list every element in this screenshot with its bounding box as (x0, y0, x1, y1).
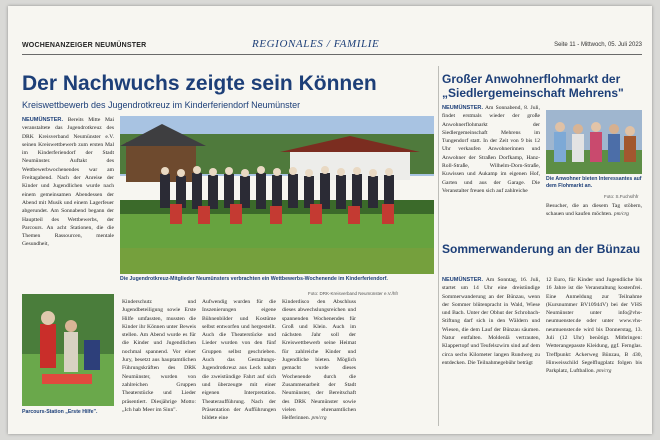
main-dateline: NEUMÜNSTER. (22, 117, 64, 123)
main-column-4-text: Kinderdisco den Abschluss dieses abwechslungsreichen und spannenden Wochenendes für Groß und Klein. Auch im nächsten Jahr soll der Kreiswettbewerb seine Heimat für zahlreiche Kinder und Jugendliche bieten. Möglich gemacht wurde dieses Wochenende durch die Zusammenarbeit der Stadt Neumünster, der Bereitschaft des DRK Neumünster sowie vielen ehrenamtlichen Helferinnen. (282, 299, 356, 422)
group-photo (120, 116, 434, 274)
main-article-column-2: Kinderschutz und Jugendbeteiligung sowie Erste Hilfe umfassten, mussten die Kinder ihr Können unter Beweis stellen. Am Abend wurde es für die Kinder und Jugendlichen nochmal spannend. Vor einer Jury, besetzt aus hauptamtlichen Führungskräften des DRK Neumünster, wurden von zahlreichen Gruppen Theaterstücke und Lieder präsentiert. Diesjährige Motto: „Ich hab Meer im Sinn". (122, 299, 196, 413)
wanderung-dateline: NEUMÜNSTER. (442, 277, 484, 283)
flohmarkt-article-text-2 (546, 202, 642, 236)
group-photo-credit: Foto: DRK-Kreisverband Neumünster e.V./hfr (308, 291, 399, 296)
publication-name: WOCHENANZEIGER NEUMÜNSTER (22, 42, 147, 49)
main-article-signature: pm/crg (311, 415, 327, 422)
wanderung-signature: pm/crg (596, 368, 612, 375)
flohmarkt-text-2: Besucher, die an diesem Tag stöbern, schauen und kaufen möchten. (546, 203, 642, 218)
flohmarkt-photo (546, 110, 642, 174)
parcours-photo (22, 294, 114, 406)
wanderung-headline: Sommerwanderung an der Bünzau (442, 242, 641, 256)
section-title: REGIONALES / FAMILIE (252, 38, 380, 50)
column-divider (438, 66, 439, 426)
main-column-1-text: Bereits Mitte Mai veranstaltete das Jugendrotkreuz des DRK Kreisverband Neumünster e.V. seinen Kreiswettbewerb zum ersten Mal im Kinderferiendorf der Stadt Neumünster. Auftakt des Wettbewerbwochenendes war am Freitagabend. Nach der Anreise der Kinder und Jugendlichen wurde nach einem gemeinsamen Abendessen der Abend mit Musik und einem Lagerfeuer abgerundet. Am Sonnabend begann der Hauptteil des Wettbewerbs, der Parcours. An acht Stationen, die die Themen Rassourcen, mentale Gesundheit, (22, 117, 114, 248)
flohmarkt-article-text (442, 104, 540, 232)
wanderung-article-column-1 (442, 276, 540, 426)
flohmarkt-text: Am Sonnabend, 8. Juli, findet erstmals wieder der große Anwohnerflohmarkt der Siedlergemeinschaft Mehrens im Tungendorf statt. In der Zeit von 9 bis 12 Uhr verkaufen Anwohnerinnen und Anwohner der Straßen Dorfkamp, Hanz-Roll-Straße, Wilhelm-Dorn-Straße, Kuwissen und Aukamp im eigenen Hof, Garten und aus der Garage. Die Veranstalter freuen sich auf zahlreiche (442, 105, 540, 194)
flohmarkt-headline: Großer Anwohnerflohmarkt der „Siedlergemeinschaft Mehrens" (442, 72, 624, 100)
main-article-column-1 (22, 116, 114, 292)
main-article-column-4 (282, 298, 356, 428)
main-article-column-3: Aufwendig wurden für die Inszenierungen eigene Bühnenbilder und Kostüme selbst entworfen und hergestellt. Auch die Theaterstücke und Lieder wurden von den fünf Gruppen selbst geschrieben. Auch das Gestaltungs-Jugendrotkreuz aus Leck nahm die zweistündige Fahrt auf sich und überzeugte mit einer eigenen Interpretation. Theateraufführung. Nach der Präsentation der Aufführungen bildete eine (202, 299, 276, 422)
main-headline: Der Nachwuchs zeigte sein Können (22, 72, 377, 95)
page-date: Seite 11 - Mittwoch, 05. Juli 2023 (554, 42, 642, 48)
wanderung-article-column-2 (546, 276, 642, 426)
wanderung-column-2-text: 12 Euro, für Kinder und Jugendliche bis 16 Jahre ist die Veranstaltung kostenfrei. Eine Anmeldung zur Teilnahme (Kursnummer BV10944V) bei der VHS Neumünster unter info@vhs-neumuenster.de oder unter www.vhs-neumuenster.de wird bis Donnerstag, 13. Juli (12 Uhr) benötigt. Mitbringen: Wetterangepasste Kleidung, ggf. Fernglas. Treffpunkt: Ackerweg Bünzau, B 430, Hinweisschild Segelflugplatz folgen bis Parkplatz, Luftballon. (546, 277, 642, 375)
flohmarkt-signature: pm/crg (613, 211, 629, 218)
masthead (22, 36, 642, 55)
newspaper-page (8, 6, 652, 434)
parcours-photo-caption: Parcours-Station „Erste Hilfe". (22, 409, 98, 415)
wanderung-column-1-text: Am Sonntag, 16. Juli, startet um 14 Uhr eine dreistündige Sommerwanderung an der Bünzau, wenn der Sommer blütenpracht in Wald, Wiese und Bach. Unter der Obhut der Schrobach-Stiftung darf sich in den Wäldern und Wiesen, die dem Lauf der Bünzau säumen. Natur entfalten. Moldenlä vertrauten, Klappertopf und Teufelszwirn sind auf dem circa sechs Kilometer langen Rundweg zu entdecken. Die Teilnahmegebühr beträgt (442, 277, 540, 366)
flohmarkt-photo-caption: Die Anwohner bieten Interessantes auf dem Flohmarkt an. (546, 176, 642, 189)
group-photo-caption: Die Jugendrotkreuz-Mitglieder Neumünsters verbrachten ein Wettbewerbs-Wochenende im Kinderferiendorf. (120, 276, 388, 282)
flohmarkt-dateline: NEUMÜNSTER. (442, 105, 484, 111)
main-subheadline: Kreiswettbewerb des Jugendrotkreuz im Kinderferiendorf Neumünster (22, 100, 301, 110)
flohmarkt-photo-credit: Foto: S.Fuchs/hfr (604, 194, 639, 199)
